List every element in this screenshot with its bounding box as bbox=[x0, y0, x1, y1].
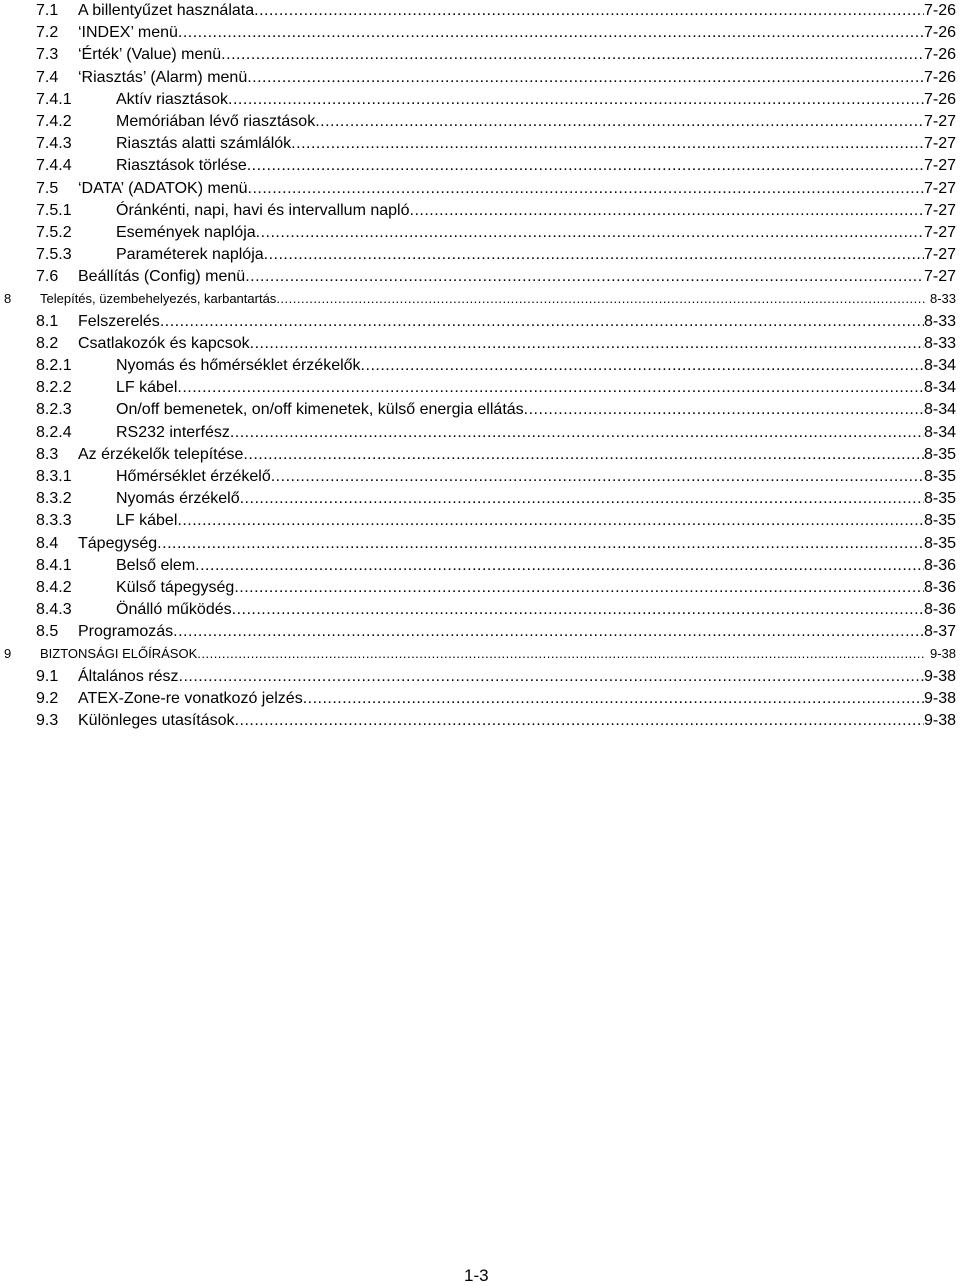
dot-leader bbox=[524, 399, 924, 421]
toc-entry-page[interactable]: 8-34 bbox=[923, 357, 956, 374]
toc-entry[interactable] bbox=[0, 266, 960, 288]
toc-entry-number: 8.2 bbox=[36, 334, 59, 352]
dot-leader bbox=[179, 666, 924, 688]
dot-leader bbox=[247, 155, 924, 177]
toc-entry-number: 7.4.2 bbox=[36, 112, 72, 130]
toc-entry[interactable] bbox=[0, 466, 960, 488]
toc-entry-number: 7.4.1 bbox=[36, 90, 72, 108]
toc-entry-number: 8.2.4 bbox=[36, 423, 72, 441]
toc-entry-title[interactable]: Nyomás és hőmérséklet érzékelők bbox=[116, 357, 361, 374]
dot-leader bbox=[230, 422, 924, 444]
toc-entry-line bbox=[40, 643, 956, 665]
toc-entry-title[interactable]: Paraméterek naplója bbox=[116, 246, 264, 264]
toc-entry-number: 7.5.3 bbox=[36, 246, 72, 264]
toc-entry-line bbox=[78, 22, 956, 44]
toc-entry-line bbox=[116, 222, 956, 244]
toc-entry-page[interactable]: 8-36 bbox=[923, 578, 956, 596]
toc-entry-page[interactable]: 8-33 bbox=[923, 312, 956, 330]
toc-entry-line bbox=[116, 510, 956, 532]
toc-entry-title[interactable]: Tápegység bbox=[78, 534, 158, 552]
toc-entry[interactable] bbox=[0, 377, 960, 399]
toc-entry-number: 7.6 bbox=[36, 268, 59, 286]
toc-entry-page[interactable]: 7-27 bbox=[923, 112, 956, 130]
toc-entry-page[interactable]: 8-35 bbox=[923, 512, 956, 530]
toc-entry[interactable] bbox=[0, 643, 960, 665]
dot-leader bbox=[248, 178, 924, 200]
dot-leader bbox=[177, 377, 924, 399]
toc-entry[interactable] bbox=[0, 111, 960, 133]
toc-entry[interactable] bbox=[0, 710, 960, 732]
toc-entry-title[interactable]: Programozás bbox=[78, 623, 174, 641]
toc-entry-page[interactable]: 7-26 bbox=[923, 46, 956, 64]
toc-entry-title[interactable]: Különleges utasítások bbox=[78, 712, 235, 729]
toc-entry-number: 8.1 bbox=[36, 312, 59, 330]
toc-entry-line bbox=[116, 577, 956, 599]
toc-entry-page[interactable]: 7-27 bbox=[923, 246, 956, 264]
dot-leader bbox=[245, 266, 924, 288]
toc-entry-line bbox=[116, 399, 956, 421]
toc-entry-page[interactable]: 7-26 bbox=[923, 24, 956, 42]
toc-entry-title[interactable]: Belső elem bbox=[116, 556, 196, 574]
toc-entry-page[interactable]: 7-26 bbox=[923, 90, 956, 108]
toc-entry[interactable] bbox=[0, 178, 960, 200]
toc-entry[interactable] bbox=[0, 288, 960, 310]
page-number: 1-3 bbox=[464, 1266, 489, 1285]
toc-entry-page[interactable]: 9-38 bbox=[923, 689, 956, 707]
toc-entry-line bbox=[116, 422, 956, 444]
toc-entry-number: 8.3.3 bbox=[36, 512, 72, 530]
dot-leader bbox=[264, 244, 924, 266]
toc-entry-page[interactable]: 7-26 bbox=[923, 68, 956, 86]
toc-entry-line bbox=[78, 710, 956, 732]
toc-entry-number: 8.3.2 bbox=[36, 490, 72, 508]
toc-entry-number: 7.3 bbox=[36, 46, 59, 64]
toc-entry-page[interactable]: 8-35 bbox=[923, 467, 956, 485]
toc-entry-title[interactable]: Óránkénti, napi, havi és intervallum napló bbox=[116, 201, 410, 219]
toc-entry-line bbox=[78, 0, 956, 22]
toc-entry-line bbox=[116, 244, 956, 266]
toc-entry-page[interactable]: 8-33 bbox=[923, 334, 956, 352]
dot-leader bbox=[247, 67, 924, 89]
toc-entry-number: 9.1 bbox=[36, 667, 59, 685]
toc-entry-line bbox=[78, 311, 956, 333]
dot-leader bbox=[256, 222, 924, 244]
toc-entry-line bbox=[78, 444, 956, 466]
dot-leader bbox=[228, 89, 924, 111]
dot-leader bbox=[243, 444, 924, 466]
dot-leader bbox=[221, 44, 924, 66]
toc-entry-line bbox=[116, 355, 956, 377]
toc-entry[interactable] bbox=[0, 133, 960, 155]
toc-entry[interactable] bbox=[0, 44, 960, 66]
toc-entry-line bbox=[78, 533, 956, 555]
toc-entry-title[interactable]: Csatlakozók és kapcsok bbox=[78, 334, 250, 352]
toc-entry-title[interactable]: Az érzékelők telepítése bbox=[78, 445, 244, 463]
toc-entry-page[interactable]: 7-27 bbox=[923, 135, 956, 153]
toc-entry[interactable] bbox=[0, 555, 960, 577]
toc-entry[interactable] bbox=[0, 155, 960, 177]
toc-entry-line bbox=[116, 200, 956, 222]
toc-entry-title[interactable]: Nyomás érzékelő bbox=[116, 490, 240, 508]
toc-entry-page[interactable]: 8-35 bbox=[923, 490, 956, 508]
dot-leader bbox=[197, 643, 926, 665]
toc-entry-number: 8.2.1 bbox=[36, 357, 72, 374]
toc-entry[interactable] bbox=[0, 422, 960, 444]
toc-entry[interactable] bbox=[0, 577, 960, 599]
dot-leader bbox=[157, 533, 924, 555]
dot-leader bbox=[160, 311, 924, 333]
toc-entry-line bbox=[78, 333, 956, 355]
toc-entry-page[interactable]: 9-38 bbox=[923, 667, 956, 685]
dot-leader bbox=[232, 599, 924, 621]
toc-entry-number: 7.5 bbox=[36, 179, 59, 197]
toc-entry[interactable] bbox=[0, 444, 960, 466]
toc-entry[interactable] bbox=[0, 333, 960, 355]
toc-entry[interactable] bbox=[0, 621, 960, 643]
dot-leader bbox=[315, 111, 924, 133]
dot-leader bbox=[410, 200, 924, 222]
toc-entry-title[interactable]: LF kábel bbox=[116, 379, 178, 397]
toc-entry-line bbox=[116, 377, 956, 399]
toc-entry-line bbox=[116, 155, 956, 177]
toc-entry-number: 9 bbox=[4, 646, 12, 662]
toc-entry-page[interactable]: 8-37 bbox=[923, 623, 956, 641]
toc-entry-title[interactable]: Beállítás (Config) menü bbox=[78, 268, 246, 286]
toc-entry-title[interactable]: Hőmérséklet érzékelő bbox=[116, 467, 271, 485]
toc-entry-number: 7.4.4 bbox=[36, 157, 72, 175]
toc-entry-number: 8.5 bbox=[36, 623, 59, 641]
toc-entry[interactable] bbox=[0, 0, 960, 22]
dot-leader bbox=[234, 577, 924, 599]
toc-entry[interactable] bbox=[0, 89, 960, 111]
dot-leader bbox=[240, 488, 924, 510]
toc-entry-title[interactable]: Önálló működés bbox=[116, 601, 232, 619]
toc-entry[interactable] bbox=[0, 355, 960, 377]
toc-entry-line bbox=[116, 599, 956, 621]
toc-entry[interactable] bbox=[0, 688, 960, 710]
toc-entry-number: 8.4.3 bbox=[36, 601, 72, 619]
toc-entry[interactable] bbox=[0, 200, 960, 222]
dot-leader bbox=[303, 688, 924, 710]
toc-entry-page[interactable]: 8-34 bbox=[923, 379, 956, 397]
toc-entry[interactable] bbox=[0, 244, 960, 266]
toc-entry[interactable] bbox=[0, 510, 960, 532]
toc-entry-page[interactable]: 9-38 bbox=[929, 646, 956, 662]
toc-entry-page[interactable]: 8-36 bbox=[923, 601, 956, 619]
dot-leader bbox=[361, 355, 924, 377]
toc-entry-title[interactable]: Események naplója bbox=[116, 223, 256, 241]
toc-entry-page[interactable]: 8-36 bbox=[923, 556, 956, 574]
toc-entry-line bbox=[116, 89, 956, 111]
toc-entry-title[interactable]: ATEX-Zone-re vonatkozó jelzés bbox=[78, 689, 303, 707]
toc-entry-number: 8.3.1 bbox=[36, 467, 72, 485]
toc-entry-number: 8.4.1 bbox=[36, 556, 72, 574]
toc-entry-number: 8.2.3 bbox=[36, 401, 72, 419]
toc-entry-title[interactable]: Riasztás alatti számlálók bbox=[116, 135, 292, 153]
toc-entry-title[interactable]: Riasztások törlése bbox=[116, 157, 247, 175]
toc-entry-page[interactable]: 8-35 bbox=[923, 445, 956, 463]
toc-entry-title[interactable]: ‘Érték’ (Value) menü bbox=[78, 46, 222, 64]
toc-entry[interactable] bbox=[0, 22, 960, 44]
dot-leader bbox=[178, 22, 924, 44]
toc-entry-title[interactable]: Általános rész bbox=[78, 667, 179, 685]
toc-entry-page[interactable]: 7-27 bbox=[923, 201, 956, 219]
toc-entry[interactable] bbox=[0, 67, 960, 89]
toc-entry-page[interactable]: 7-27 bbox=[923, 157, 956, 175]
toc-entry[interactable] bbox=[0, 533, 960, 555]
toc-entry[interactable] bbox=[0, 666, 960, 688]
toc-entry-number: 7.1 bbox=[36, 2, 59, 19]
toc-entry-title[interactable]: A billentyűzet használata bbox=[78, 2, 255, 19]
toc-entry-number: 9.2 bbox=[36, 689, 59, 707]
toc-entry-line bbox=[40, 288, 956, 310]
toc-entry-number: 7.4 bbox=[36, 68, 59, 86]
dot-leader bbox=[250, 333, 924, 355]
dot-leader bbox=[177, 510, 924, 532]
dot-leader bbox=[173, 621, 924, 643]
toc-entry-page[interactable]: 8-34 bbox=[923, 423, 956, 441]
toc-entry-title[interactable]: ‘Riasztás’ (Alarm) menü bbox=[78, 68, 248, 86]
toc-entry-title[interactable]: Felszerelés bbox=[78, 312, 160, 330]
toc-entry-line bbox=[116, 133, 956, 155]
toc-entry-page[interactable]: 7-26 bbox=[923, 2, 956, 19]
toc-entry-number: 8.4 bbox=[36, 534, 59, 552]
toc-entry-line bbox=[78, 621, 956, 643]
toc-entry-line bbox=[78, 266, 956, 288]
toc-entry-number: 7.2 bbox=[36, 24, 59, 42]
dot-leader bbox=[254, 0, 924, 22]
dot-leader bbox=[276, 288, 926, 310]
toc-entry-line bbox=[78, 666, 956, 688]
toc-entry-title[interactable]: BIZTONSÁGI ELŐÍRÁSOK bbox=[40, 646, 198, 662]
dot-leader bbox=[235, 710, 924, 732]
toc-entry-number: 7.5.2 bbox=[36, 223, 72, 241]
toc-entry-page[interactable]: 7-27 bbox=[923, 179, 956, 197]
toc-entry-line bbox=[78, 178, 956, 200]
dot-leader bbox=[291, 133, 924, 155]
toc-entry[interactable] bbox=[0, 311, 960, 333]
toc-entry-line bbox=[78, 44, 956, 66]
toc-entry-page[interactable]: 8-35 bbox=[923, 534, 956, 552]
toc-entry-title[interactable]: ‘INDEX’ menü bbox=[78, 24, 178, 42]
toc-entry[interactable] bbox=[0, 399, 960, 421]
toc-entry-number: 8 bbox=[4, 291, 12, 307]
toc-entry-page[interactable]: 7-27 bbox=[923, 268, 956, 286]
toc-entry[interactable] bbox=[0, 222, 960, 244]
toc-entry-title[interactable]: ‘DATA’ (ADATOK) menü bbox=[78, 179, 248, 197]
toc-entry-title[interactable]: RS232 interfész bbox=[116, 423, 230, 441]
toc-entry-title[interactable]: Telepítés, üzembehelyezés, karbantartás bbox=[40, 291, 277, 307]
toc-entry-number: 8.4.2 bbox=[36, 578, 72, 596]
dot-leader bbox=[271, 466, 924, 488]
toc-entry-title[interactable]: Aktív riasztások bbox=[116, 90, 229, 108]
toc-entry-title[interactable]: LF kábel bbox=[116, 512, 178, 530]
toc-entry-number: 7.4.3 bbox=[36, 135, 72, 153]
toc-entry-page[interactable]: 9-38 bbox=[923, 712, 956, 729]
toc-entry[interactable] bbox=[0, 599, 960, 621]
dot-leader bbox=[195, 555, 924, 577]
toc-entry-number: 8.2.2 bbox=[36, 379, 72, 397]
toc-entry-page[interactable]: 8-33 bbox=[929, 291, 956, 307]
toc-entry-title[interactable]: Külső tápegység bbox=[116, 578, 235, 596]
toc-entry-page[interactable]: 8-34 bbox=[923, 401, 956, 419]
toc-entry-number: 7.5.1 bbox=[36, 201, 72, 219]
toc-entry-line bbox=[116, 488, 956, 510]
toc-entry[interactable] bbox=[0, 488, 960, 510]
toc-entry-title[interactable]: Memóriában lévő riasztások bbox=[116, 112, 316, 130]
toc-entry-line bbox=[116, 111, 956, 133]
toc-entry-line bbox=[116, 555, 956, 577]
toc-entry-line bbox=[78, 688, 956, 710]
toc-entry-number: 8.3 bbox=[36, 445, 59, 463]
toc-entry-line bbox=[116, 466, 956, 488]
toc-entry-number: 9.3 bbox=[36, 712, 59, 729]
toc-entry-title[interactable]: On/off bemenetek, on/off kimenetek, külső energia ellátás bbox=[116, 401, 524, 419]
toc-entry-page[interactable]: 7-27 bbox=[923, 223, 956, 241]
toc-entry-line bbox=[78, 67, 956, 89]
